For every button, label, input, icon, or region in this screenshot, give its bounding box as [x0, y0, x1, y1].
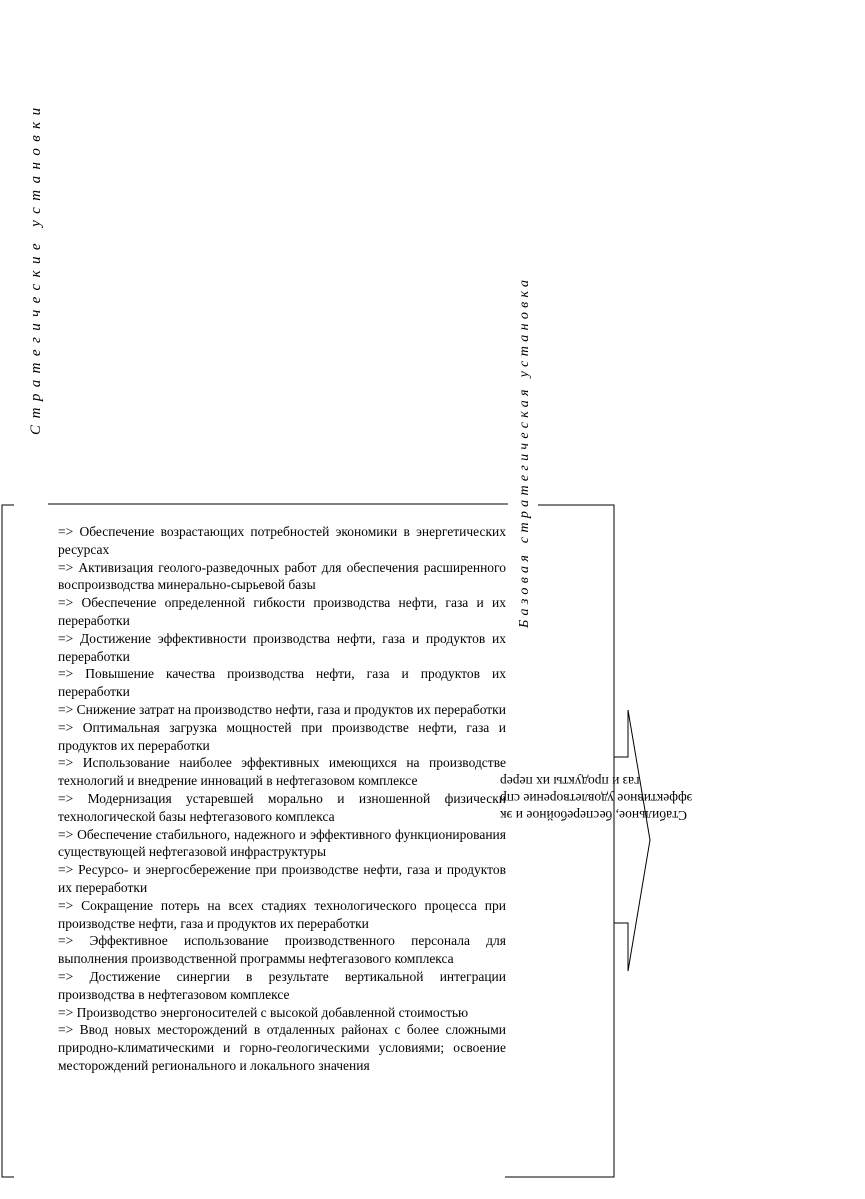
goal-line: эффективное удовлетворение спр — [500, 791, 693, 806]
list-item: => Сокращение потерь на всех стадиях технологического процесса при производстве нефти, газа и продуктов их переработки — [58, 897, 506, 931]
list-item: => Модернизация устаревшей морально и изношенной физически технологической базы нефтегазового комплекса — [58, 790, 506, 824]
list-item: => Обеспечение определенной гибкости производства нефти, газа и их переработки — [58, 595, 506, 628]
arrow-shape — [628, 710, 650, 971]
strategic-guidelines-title: Стратегические установки — [28, 101, 44, 435]
list-item: => Обеспечение стабильного, надежного и эффективного функционирования существующей нефтегазовой инфраструктуры — [58, 826, 506, 860]
goal-line: Стабильное, бесперебойное и эк — [500, 808, 688, 823]
list-item: => Достижение эффективности производства нефти, газа и продуктов их переработки — [58, 630, 506, 664]
list-item: => Снижение затрат на производство нефти, газа и продуктов их переработки — [58, 701, 506, 717]
list-item: => Достижение синергии в результате вертикальной интеграции производства в нефтегазовом комплексе — [58, 968, 506, 1002]
connector-lower-line — [614, 923, 628, 971]
list-item: => Производство энергоносителей с высокой добавленной стоимостью — [58, 1004, 469, 1020]
connector-upper-line — [614, 710, 628, 757]
list-item: => Активизация геолого-разведочных работ для обеспечения расширенного воспроизводства минерально-сырьевой базы — [58, 559, 506, 593]
list-item: => Использование наиболее эффективных имеющихся на производстве технологий и внедрение инноваций в нефтегазовом комплексе — [58, 755, 506, 789]
left-bracket-line — [2, 505, 14, 1177]
list-item: => Оптимальная загрузка мощностей при производстве нефти, газа и продуктов их переработки — [58, 719, 506, 753]
list-item: => Эффективное использование производственного персонала для выполнения производственной программы нефтегазового комплекса — [58, 933, 506, 967]
list-item: => Ресурсо- и энергосбережение при производстве нефти, газа и продуктов их переработки — [58, 862, 506, 895]
goal-statement — [500, 773, 720, 824]
goal-line: газ и продукты их перер — [500, 774, 640, 789]
list-item: => Повышение качества производства нефти, газа и продуктов их переработки — [58, 666, 506, 700]
list-item: => Обеспечение возрастающих потребностей экономики в энергетических ресурсах — [58, 524, 506, 557]
list-item: => Ввод новых месторождений в отдаленных районах с более сложными природно-климатическими и горно-геологическими условиями; освоение месторождений регионального и локального значения — [58, 1022, 506, 1073]
base-strategic-guideline-title: Базовая стратегическая установка — [517, 275, 532, 628]
guidelines-list — [58, 523, 506, 1075]
